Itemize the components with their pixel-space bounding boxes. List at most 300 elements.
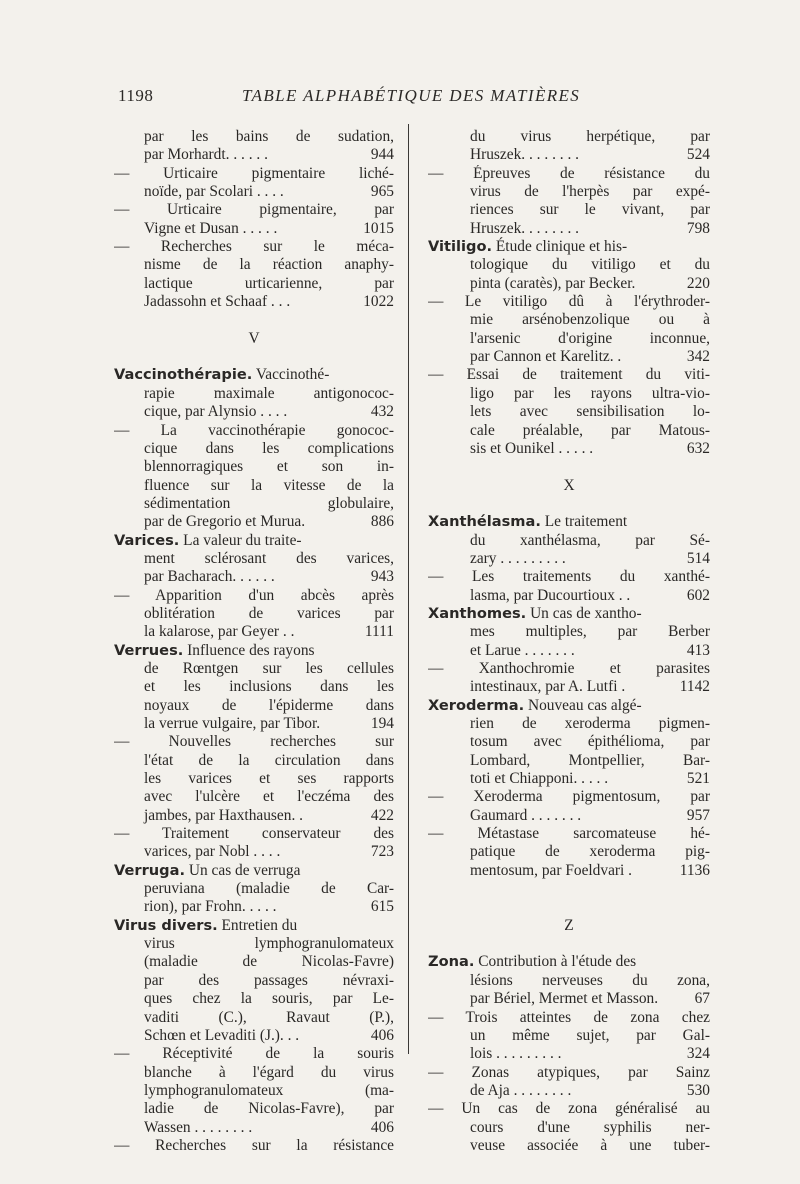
entry-text: la verrue vulgaire, par Tibor. <box>144 715 321 732</box>
entry-text: — Le vitiligo dû à l'érythroder- <box>428 293 710 311</box>
entry-line-text <box>144 146 268 164</box>
index-entry-line <box>114 1119 394 1137</box>
entry-text: Jadassohn et Schaaf . . . <box>144 293 291 311</box>
entry-text: Schœn et Levaditi (J.). . . <box>144 1026 300 1044</box>
index-entry-line <box>428 770 710 788</box>
entry-line-text <box>114 366 329 384</box>
entry-text: et les inclusions dans les <box>144 678 394 696</box>
entry-line-text <box>144 1064 394 1082</box>
index-entry-heading-line <box>428 697 710 715</box>
index-entry-line <box>428 403 710 421</box>
entry-text: Le traitement <box>540 513 628 531</box>
entry-text: Nouveau cas algé- <box>524 696 642 714</box>
index-entry-line <box>114 1027 394 1045</box>
index-entry-heading-line <box>114 532 394 550</box>
entry-line-text <box>114 642 315 660</box>
index-entry-line <box>428 623 710 641</box>
index-entry-line <box>428 385 710 403</box>
entry-heading: Vitiligo. <box>428 238 493 256</box>
index-entry-line <box>114 1009 394 1027</box>
entry-line-text <box>114 587 394 605</box>
entry-heading: Virus divers. <box>114 916 218 934</box>
index-entry-line <box>114 623 394 641</box>
running-title: TABLE ALPHABÉTIQUE DES MATIÈRES <box>242 86 581 105</box>
entry-line-text <box>144 550 394 568</box>
entry-line-text <box>144 660 394 678</box>
entry-line-text <box>428 605 642 623</box>
index-entry-line <box>114 587 394 605</box>
entry-text: blanche à l'égard du virus <box>144 1063 394 1081</box>
index-entry-line <box>428 1064 710 1082</box>
index-entry-line <box>428 256 710 274</box>
index-entry-line <box>114 201 394 219</box>
entry-line-text <box>470 642 575 660</box>
index-entry-line <box>114 898 394 916</box>
entry-line-text <box>470 275 635 293</box>
entry-text: Contribution à l'étude des <box>474 953 637 971</box>
entry-line-text <box>144 807 303 825</box>
entry-text: — La vaccinothérapie gonococ- <box>114 421 394 439</box>
page-reference: 422 <box>370 806 394 824</box>
entry-text: tosum avec épithélioma, par <box>470 733 710 751</box>
entry-line-text <box>470 733 710 751</box>
entry-line-text <box>428 1009 710 1027</box>
entry-line-text <box>470 385 710 403</box>
index-entry-line <box>428 1137 710 1155</box>
entry-line-text <box>114 422 394 440</box>
index-entry-line <box>114 1045 394 1063</box>
entry-line-text <box>470 678 625 696</box>
index-entry-line <box>114 678 394 696</box>
entry-text: lets avec sensibilisation lo- <box>470 403 710 421</box>
index-entry-line <box>114 1082 394 1100</box>
page-reference: 1022 <box>363 293 394 311</box>
page-reference: 524 <box>686 146 710 164</box>
index-entry-line <box>114 477 394 495</box>
entry-text: — Xanthochromie et parasites <box>428 659 710 677</box>
entry-line-text <box>114 201 394 219</box>
index-entry-heading-line <box>428 605 710 623</box>
entry-line-text <box>470 1027 710 1045</box>
page-reference: 406 <box>370 1118 394 1136</box>
index-entry-line <box>114 550 394 568</box>
entry-text: Gaumard . . . . . . . <box>470 806 582 824</box>
index-entry-line <box>114 843 394 861</box>
entry-line-text <box>428 238 627 256</box>
entry-line-text <box>470 843 710 861</box>
entry-heading: Verrues. <box>114 641 184 659</box>
entry-line-text <box>144 953 394 971</box>
entry-line-text <box>470 587 630 605</box>
index-entry-line <box>428 990 710 1008</box>
index-entry-line <box>428 825 710 843</box>
entry-text: cique, par Alynsio . . . . <box>144 403 288 421</box>
entry-line-text <box>144 440 394 458</box>
entry-line-text <box>470 550 566 568</box>
entry-line-text <box>470 311 710 329</box>
entry-text: du virus herpétique, par <box>470 128 710 145</box>
entry-line-text <box>144 605 394 623</box>
index-entry-line <box>114 256 394 274</box>
page-reference: 1111 <box>364 623 394 641</box>
index-entry-line <box>428 311 710 329</box>
index-entry-line <box>114 733 394 751</box>
entry-line-text <box>470 623 710 641</box>
entry-text: lymphogranulomateux (ma- <box>144 1081 394 1099</box>
page-reference: 615 <box>370 898 394 916</box>
index-entry-line <box>428 1045 710 1063</box>
index-entry-line <box>114 385 394 403</box>
entry-line-text <box>144 403 287 421</box>
blank-line <box>114 311 394 329</box>
page-reference: 67 <box>694 990 710 1008</box>
entry-text: du xanthélasma, par Sé- <box>470 531 710 549</box>
index-entry-line <box>114 880 394 898</box>
index-entry-line <box>114 146 394 164</box>
entry-line-text <box>470 440 593 458</box>
right-column <box>428 128 710 1155</box>
entry-text: Vigne et Dusan . . . . . <box>144 219 278 237</box>
entry-text: mentosum, par Foeldvari . <box>470 861 632 879</box>
index-entry-line <box>428 183 710 201</box>
entry-line-text <box>114 1045 394 1063</box>
index-entry-line <box>114 1137 394 1155</box>
entry-text: lactique urticarienne, par <box>144 274 394 292</box>
index-entry-line <box>428 715 710 733</box>
index-entry-line <box>428 293 710 311</box>
entry-line-text <box>470 1045 562 1063</box>
page-reference: 432 <box>370 403 394 421</box>
blank-line <box>428 935 710 953</box>
entry-line-text <box>470 220 579 238</box>
entry-line-text <box>470 972 710 990</box>
entry-text: Lombard, Montpellier, Bar- <box>470 751 710 769</box>
entry-line-text <box>144 1027 299 1045</box>
index-entry-line <box>114 128 394 146</box>
page-reference: 406 <box>370 1026 394 1044</box>
entry-text: par de Gregorio et Murua. <box>144 513 306 531</box>
blank-line <box>428 458 710 476</box>
index-entry-line <box>114 807 394 825</box>
page-reference: 220 <box>686 274 710 292</box>
entry-text: lois . . . . . . . . . <box>470 1045 562 1063</box>
entry-text: oblitération de varices par <box>144 604 394 622</box>
entry-text: La valeur du traite- <box>179 531 302 549</box>
entry-text: — Xeroderma pigmentosum, par <box>428 788 710 806</box>
entry-line-text <box>470 146 579 164</box>
blank-line <box>428 898 710 916</box>
entry-text: Hruszek. . . . . . . . <box>470 219 579 237</box>
entry-text: — Les traitements du xanthé- <box>428 568 710 586</box>
page-reference: 944 <box>370 146 394 164</box>
entry-line-text <box>144 220 277 238</box>
entry-text: (maladie de Nicolas-Favre) <box>144 953 394 971</box>
entry-line-text <box>144 788 394 806</box>
entry-line-text <box>144 990 394 1008</box>
index-entry-heading-line <box>428 238 710 256</box>
entry-text: jambes, par Haxthausen. . <box>144 806 303 824</box>
entry-line-text <box>144 843 280 861</box>
entry-line-text <box>144 183 284 201</box>
index-entry-line <box>114 513 394 531</box>
entry-line-text <box>470 348 621 366</box>
index-entry-line <box>428 660 710 678</box>
entry-text: de Aja . . . . . . . . <box>470 1081 572 1099</box>
entry-line-text <box>470 1119 710 1137</box>
entry-line-text <box>144 880 394 898</box>
index-entry-line <box>428 220 710 238</box>
entry-text: noyaux de l'épiderme dans <box>144 696 394 714</box>
entry-text: mie arsénobenzolique ou à <box>470 311 710 329</box>
index-entry-line <box>428 678 710 696</box>
section-letter-text: Z <box>564 916 574 934</box>
index-entry-line <box>114 403 394 421</box>
index-entry-line <box>428 550 710 568</box>
index-entry-heading-line <box>114 917 394 935</box>
entry-heading: Vaccinothérapie. <box>114 366 253 384</box>
entry-text: les varices et ses rapports <box>144 770 394 788</box>
index-entry-line <box>428 1009 710 1027</box>
entry-line-text <box>114 733 394 751</box>
entry-heading: Xeroderma. <box>428 696 525 714</box>
index-entry-line <box>428 128 710 146</box>
entry-text: mes multiples, par Berber <box>470 623 710 641</box>
index-entry-line <box>428 843 710 861</box>
index-entry-line <box>428 972 710 990</box>
index-entry-line <box>114 752 394 770</box>
index-entry-line <box>114 1064 394 1082</box>
entry-text: — Traitement conservateur des <box>114 825 394 843</box>
entry-text: Étude clinique et his- <box>492 238 628 256</box>
entry-line-text <box>470 807 581 825</box>
entry-text: — Urticaire pigmentaire, par <box>114 201 394 219</box>
page-reference: 943 <box>370 568 394 586</box>
index-entry-heading-line <box>114 366 394 384</box>
entry-line-text <box>470 256 710 274</box>
entry-line-text <box>428 1100 710 1118</box>
index-entry-heading-line <box>114 862 394 880</box>
entry-text: l'état de la circulation dans <box>144 751 394 769</box>
page-reference: 1136 <box>679 861 710 879</box>
page-header <box>0 86 800 110</box>
entry-line-text <box>144 275 394 293</box>
entry-line-text <box>144 697 394 715</box>
index-entry-line <box>428 275 710 293</box>
index-entry-line <box>428 642 710 660</box>
page-reference: 521 <box>686 770 710 788</box>
page-reference: 413 <box>686 641 710 659</box>
index-entry-line <box>114 825 394 843</box>
entry-heading: Verruga. <box>114 861 186 879</box>
entry-text: — Urticaire pigmentaire liché- <box>114 164 394 182</box>
entry-text: un même sujet, par Gal- <box>470 1026 710 1044</box>
page-number: 1198 <box>118 86 154 105</box>
index-entry-line <box>114 972 394 990</box>
entry-line-text <box>470 770 608 788</box>
entry-line-text <box>144 495 394 513</box>
index-entry-line <box>114 953 394 971</box>
entry-text: varices, par Nobl . . . . <box>144 843 281 861</box>
page-reference: 1015 <box>363 219 394 237</box>
entry-text: vaditi (C.), Ravaut (P.), <box>144 1008 394 1026</box>
entry-text: cours d'une syphilis ner- <box>470 1118 710 1136</box>
entry-text: noïde, par Scolari . . . . <box>144 183 284 201</box>
index-entry-line <box>428 1119 710 1137</box>
index-entry-line <box>114 990 394 1008</box>
entry-text: et Larue . . . . . . . <box>470 641 575 659</box>
index-entry-line <box>114 1100 394 1118</box>
entry-text: patique de xeroderma pig- <box>470 843 710 861</box>
entry-text: — Réceptivité de la souris <box>114 1045 394 1063</box>
index-entry-line <box>114 238 394 256</box>
entry-text: rien de xeroderma pigmen- <box>470 715 710 732</box>
index-entry-line <box>114 165 394 183</box>
index-entry-line <box>428 146 710 164</box>
entry-line-text <box>470 862 632 880</box>
entry-line-text <box>144 898 277 916</box>
page-reference: 324 <box>686 1045 710 1063</box>
entry-text: Wassen . . . . . . . . <box>144 1118 253 1136</box>
entry-text: virus lymphogranulomateux <box>144 935 394 953</box>
entry-line-text <box>144 477 394 495</box>
entry-line-text <box>144 458 394 476</box>
entry-text: zary . . . . . . . . . <box>470 549 566 567</box>
entry-line-text <box>144 293 290 311</box>
page-reference: 602 <box>686 586 710 604</box>
entry-text: par Morhardt. . . . . . <box>144 146 268 164</box>
page-reference: 632 <box>686 439 710 457</box>
entry-text: par Cannon et Karelitz. . <box>470 348 622 366</box>
entry-text: sédimentation globulaire, <box>144 494 394 512</box>
blank-line <box>114 348 394 366</box>
entry-line-text <box>144 752 394 770</box>
entry-text: lasma, par Ducourtioux . . <box>470 586 631 604</box>
entry-line-text <box>114 917 297 935</box>
entry-line-text <box>470 715 710 733</box>
entry-line-text <box>428 1064 710 1082</box>
page-reference: 886 <box>370 513 394 531</box>
entry-line-text <box>114 1137 394 1155</box>
index-entry-line <box>428 348 710 366</box>
entry-line-text <box>144 715 320 733</box>
index-entry-line <box>428 366 710 384</box>
entry-text: de Rœntgen sur les cellules <box>144 659 394 677</box>
entry-line-text <box>470 532 710 550</box>
entry-text: rion), par Frohn. . . . . <box>144 898 277 916</box>
entry-line-text <box>114 532 302 550</box>
entry-line-text <box>470 1137 710 1155</box>
index-entry-line <box>428 1027 710 1045</box>
section-letter <box>428 477 710 495</box>
entry-text: Entretien du <box>217 916 298 934</box>
index-entry-heading-line <box>428 513 710 531</box>
index-entry-line <box>428 568 710 586</box>
index-entry-line <box>114 715 394 733</box>
entry-text: toti et Chiapponi. . . . . <box>470 770 609 788</box>
index-entry-line <box>114 605 394 623</box>
entry-line-text <box>144 1082 394 1100</box>
entry-text: intestinaux, par A. Lutfi . <box>470 678 626 696</box>
entry-line-text <box>470 990 658 1008</box>
index-entry-line <box>114 293 394 311</box>
entry-text: pinta (caratès), par Becker. <box>470 274 636 292</box>
entry-line-text <box>144 513 305 531</box>
index-entry-line <box>428 1100 710 1118</box>
index-entry-line <box>428 807 710 825</box>
entry-text: — Zonas atypiques, par Sainz <box>428 1063 710 1081</box>
entry-text: par Bacharach. . . . . . <box>144 568 275 586</box>
entry-text: — Recherches sur la résistance <box>114 1136 394 1154</box>
entry-text: ligo par les rayons ultra-vio- <box>470 384 710 402</box>
entry-line-text <box>144 256 394 274</box>
entry-line-text <box>144 568 275 586</box>
entry-text: l'arsenic d'origine inconnue, <box>470 329 710 347</box>
left-column <box>114 128 394 1155</box>
index-entry-line <box>428 788 710 806</box>
entry-line-text <box>428 788 710 806</box>
entry-text: par les bains de sudation, <box>144 128 394 145</box>
index-entry-line <box>114 660 394 678</box>
page-reference: 1142 <box>679 678 710 696</box>
entry-line-text <box>428 513 627 531</box>
index-entry-line <box>114 495 394 513</box>
page-reference: 530 <box>686 1081 710 1099</box>
entry-text: avec l'ulcère et l'eczéma des <box>144 788 394 806</box>
column-divider <box>408 124 409 1054</box>
entry-text: peruviana (maladie de Car- <box>144 880 394 898</box>
entry-text: cale préalable, par Matous- <box>470 421 710 439</box>
index-entry-line <box>428 752 710 770</box>
entry-line-text <box>144 1119 252 1137</box>
entry-line-text <box>144 623 294 641</box>
blank-line <box>428 495 710 513</box>
entry-line-text <box>114 165 394 183</box>
entry-line-text <box>428 165 710 183</box>
entry-text: ques chez la souris, par Le- <box>144 990 394 1008</box>
entry-line-text <box>470 1082 571 1100</box>
index-entry-line <box>428 1082 710 1100</box>
entry-heading: Xanthomes. <box>428 604 527 622</box>
index-entry-line <box>428 422 710 440</box>
index-entry-line <box>114 935 394 953</box>
blank-line <box>428 880 710 898</box>
entry-text: — Nouvelles recherches sur <box>114 733 394 751</box>
index-entry-line <box>428 587 710 605</box>
entry-text: — Recherches sur le méca- <box>114 238 394 256</box>
entry-line-text <box>470 183 710 201</box>
index-entry-line <box>114 458 394 476</box>
entry-text: — Apparition d'un abcès après <box>114 586 394 604</box>
entry-line-text <box>470 403 710 421</box>
index-entry-line <box>428 532 710 550</box>
entry-text: ment sclérosant des varices, <box>144 549 394 567</box>
section-letter <box>114 330 394 348</box>
index-entry-line <box>428 440 710 458</box>
section-letter-text: V <box>248 329 260 347</box>
index-entry-line <box>114 440 394 458</box>
index-entry-line <box>428 201 710 219</box>
page-reference: 723 <box>370 843 394 861</box>
entry-line-text <box>114 862 300 880</box>
entry-line-text <box>470 201 710 219</box>
entry-text: tologique du vitiligo et du <box>470 256 710 274</box>
index-entry-heading-line <box>428 953 710 971</box>
entry-text: ladie de Nicolas-Favre), par <box>144 1100 394 1118</box>
section-letter <box>428 917 710 935</box>
entry-line-text <box>144 935 394 953</box>
entry-line-text <box>144 1009 394 1027</box>
page-reference: 965 <box>370 183 394 201</box>
